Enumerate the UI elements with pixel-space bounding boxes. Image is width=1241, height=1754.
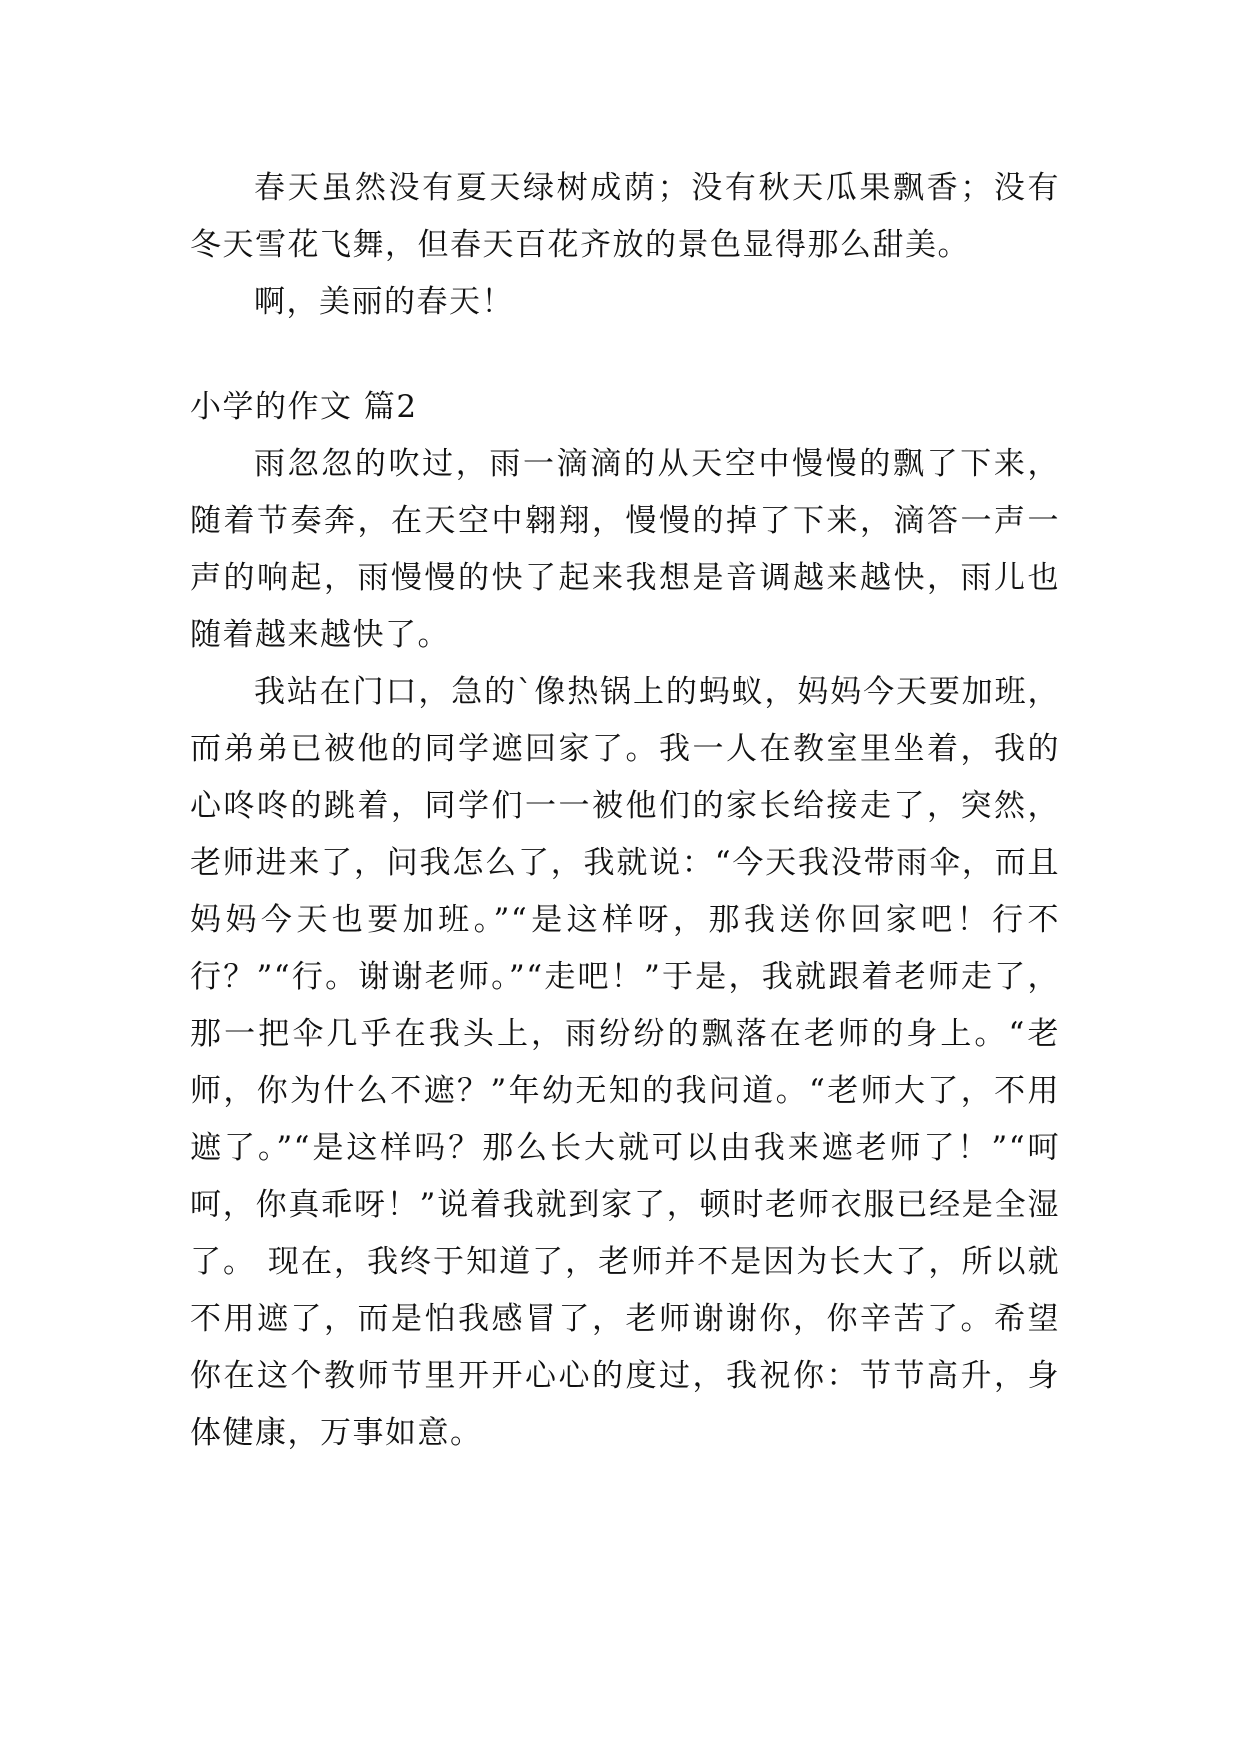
document-body [190, 160, 1060, 1462]
section-spacer [190, 331, 1060, 379]
paragraph-rain: 雨忽忽的吹过，雨一滴滴的从天空中慢慢的飘了下来，随着节奏奔，在天空中翱翔，慢慢的掉了下来，滴答一声一声的响起，雨慢慢的快了起来我想是音调越来越快，雨儿也随着越来越快了。 [190, 446, 1060, 653]
paragraph-teacher-umbrella: 我站在门口，急的`像热锅上的蚂蚁，妈妈今天要加班，而弟弟已被他的同学遮回家了。我一人在教室里坐着，我的心咚咚的跳着，同学们一一被他们的家长给接走了，突然，老师进来了，问我怎么了，我就说：“今天我没带雨伞，而且妈妈今天也要加班。”“是这样呀，那我送你回家吧！行不行？”“行。谢谢老师。”“走吧！”于是，我就跟着老师走了，那一把伞几乎在我头上，雨纷纷的飘落在老师的身上。“老师，你为什么不遮？”年幼无知的我问道。“老师大了，不用遮了。”“是这样吗？那么长大就可以由我来遮老师了！”“呵呵，你真乖呀！”说着我就到家了，顿时老师衣服已经是全湿了。 现在，我终于知道了，老师并不是因为长大了，所以就不用遮了，而是怕我感冒了，老师谢谢你，你辛苦了。希望你在这个教师节里开开心心的度过，我祝你：节节高升，身体健康，万事如意。 [190, 674, 1060, 1451]
paragraph-spring-exclamation: 啊，美丽的春天！ [254, 284, 514, 320]
paragraph-spring-comparison: 春天虽然没有夏天绿树成荫；没有秋天瓜果飘香；没有冬天雪花飞舞，但春天百花齐放的景色显得那么甜美。 [190, 170, 1060, 263]
section-heading: 小学的作文 篇2 [190, 389, 418, 425]
